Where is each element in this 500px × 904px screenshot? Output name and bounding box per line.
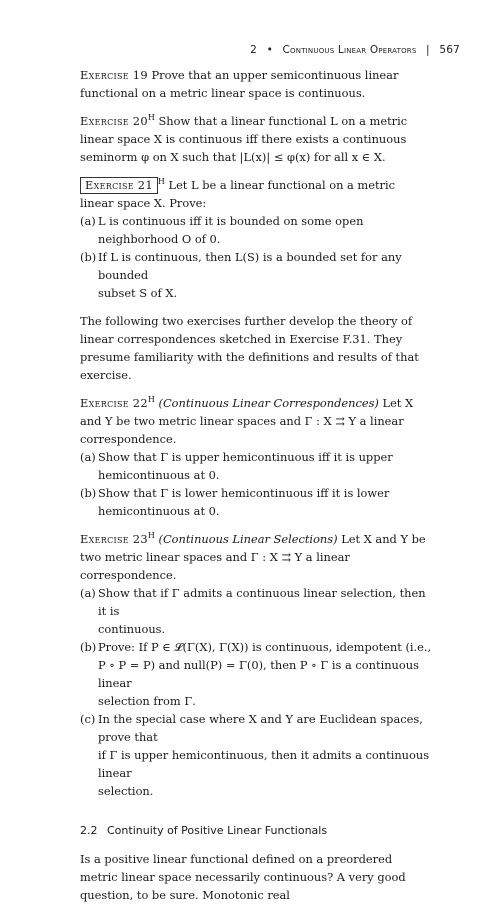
section-number: 2.2 bbox=[80, 824, 98, 837]
item-text bbox=[98, 248, 432, 302]
item-text bbox=[98, 448, 432, 484]
item-line: In the special case where X and Y are Euclidean spaces, prove that bbox=[98, 712, 423, 744]
item-line: hemicontinuous at 0. bbox=[98, 504, 220, 518]
item-line: Show that if Γ admits a continuous linear selection, then it is bbox=[98, 586, 426, 618]
exercise-21-label-box: Exercise 21 bbox=[80, 177, 158, 194]
exercise-21-hint-mark: H bbox=[157, 177, 165, 187]
item-label: (a) bbox=[80, 214, 96, 228]
item-text: L is continuous iff it is bounded on some open neighborhood O of 0. bbox=[98, 214, 364, 246]
item-line: continuous. bbox=[98, 622, 166, 636]
item-label: (c) bbox=[80, 712, 96, 726]
bar-separator: | bbox=[426, 44, 430, 56]
exercise-22-title: (Continuous Linear Correspondences) bbox=[158, 396, 379, 410]
item-label: (a) bbox=[80, 586, 96, 600]
exercise-22-label: Exercise 22 bbox=[80, 396, 148, 410]
exercise-23-item-c bbox=[80, 710, 432, 800]
exercise-23-label: Exercise 23 bbox=[80, 532, 148, 546]
section-paragraph: Is a positive linear functional defined on a preordered metric linear space necessarily continuous? A very good question, to be sure. Monotonic real bbox=[80, 852, 406, 902]
item-line: Show that Γ is upper hemicontinuous iff it is upper bbox=[98, 450, 393, 464]
exercise-22-item-b bbox=[80, 484, 432, 520]
item-line: selection. bbox=[98, 784, 154, 798]
running-head bbox=[250, 44, 460, 56]
item-text bbox=[98, 484, 432, 520]
section-heading bbox=[80, 822, 432, 840]
item-line: Prove: If P ∈ 𝓛(Γ(X), Γ(X)) is continuous, idempotent (i.e., bbox=[98, 640, 432, 654]
item-label: (b) bbox=[80, 250, 97, 264]
exercise-22 bbox=[80, 394, 432, 448]
exercise-23-item-b bbox=[80, 638, 432, 710]
exercise-23 bbox=[80, 530, 432, 584]
exercise-21-intro: Let L be a linear functional on a metric linear space X. Prove: bbox=[80, 178, 396, 210]
item-label: (b) bbox=[80, 486, 97, 500]
item-line: If L is continuous, then L(S) is a bounded set for any bounded bbox=[98, 250, 402, 282]
item-text bbox=[98, 638, 432, 710]
item-line: if Γ is upper hemicontinuous, then it admits a continuous linear bbox=[98, 748, 430, 780]
exercise-19-label: Exercise 19 bbox=[80, 68, 148, 82]
exercise-23-intro: Let X and Y be two metric linear spaces and Γ : X ⇉ Y a linear correspondence. bbox=[80, 532, 426, 582]
exercise-21 bbox=[80, 176, 432, 212]
exercise-20-label: Exercise 20 bbox=[80, 114, 148, 128]
item-label: (b) bbox=[80, 640, 97, 654]
exercise-20 bbox=[80, 112, 432, 166]
exercise-23-title: (Continuous Linear Selections) bbox=[158, 532, 338, 546]
page-body bbox=[80, 66, 432, 904]
exercise-22-item-a bbox=[80, 448, 432, 484]
exercise-21-item-a bbox=[80, 212, 432, 248]
section-title: Continuity of Positive Linear Functionals bbox=[107, 824, 328, 837]
exercise-22-intro: Let X and Y be two metric linear spaces and Γ : X ⇉ Y a linear correspondence. bbox=[80, 396, 414, 446]
exercise-23-item-a bbox=[80, 584, 432, 638]
item-line: selection from Γ. bbox=[98, 694, 196, 708]
item-text bbox=[98, 710, 432, 800]
bullet-separator: • bbox=[266, 44, 273, 56]
item-line: P ∘ P = P) and null(P) = Γ(0), then P ∘ Γ is a continuous linear bbox=[98, 658, 419, 690]
page-number: 567 bbox=[439, 44, 460, 56]
exercise-22-hint-mark: H bbox=[147, 395, 155, 405]
exercise-19 bbox=[80, 66, 432, 102]
item-line: Show that Γ is lower hemicontinuous iff it is lower bbox=[98, 486, 390, 500]
bridge-paragraph: The following two exercises further develop the theory of linear correspondences sketched in Exercise F.31. They presume familiarity with the definitions and results of that exercise. bbox=[80, 314, 419, 382]
exercise-20-text: Show that a linear functional L on a metric linear space X is continuous iff there exists a continuous seminorm φ on X such that |L(x)| ≤ φ(x) for all x ∈ X. bbox=[80, 114, 408, 164]
exercise-21-item-b bbox=[80, 248, 432, 302]
exercise-23-hint-mark: H bbox=[147, 531, 155, 541]
chapter-title: Continuous Linear Operators bbox=[282, 44, 417, 56]
exercise-20-hint-mark: H bbox=[147, 113, 155, 123]
item-line: hemicontinuous at 0. bbox=[98, 468, 220, 482]
chapter-number: 2 bbox=[250, 44, 258, 56]
item-line: subset S of X. bbox=[98, 286, 178, 300]
item-label: (a) bbox=[80, 450, 96, 464]
item-text bbox=[98, 584, 432, 638]
exercise-19-text: Prove that an upper semicontinuous linear functional on a metric linear space is continuous. bbox=[80, 68, 399, 100]
